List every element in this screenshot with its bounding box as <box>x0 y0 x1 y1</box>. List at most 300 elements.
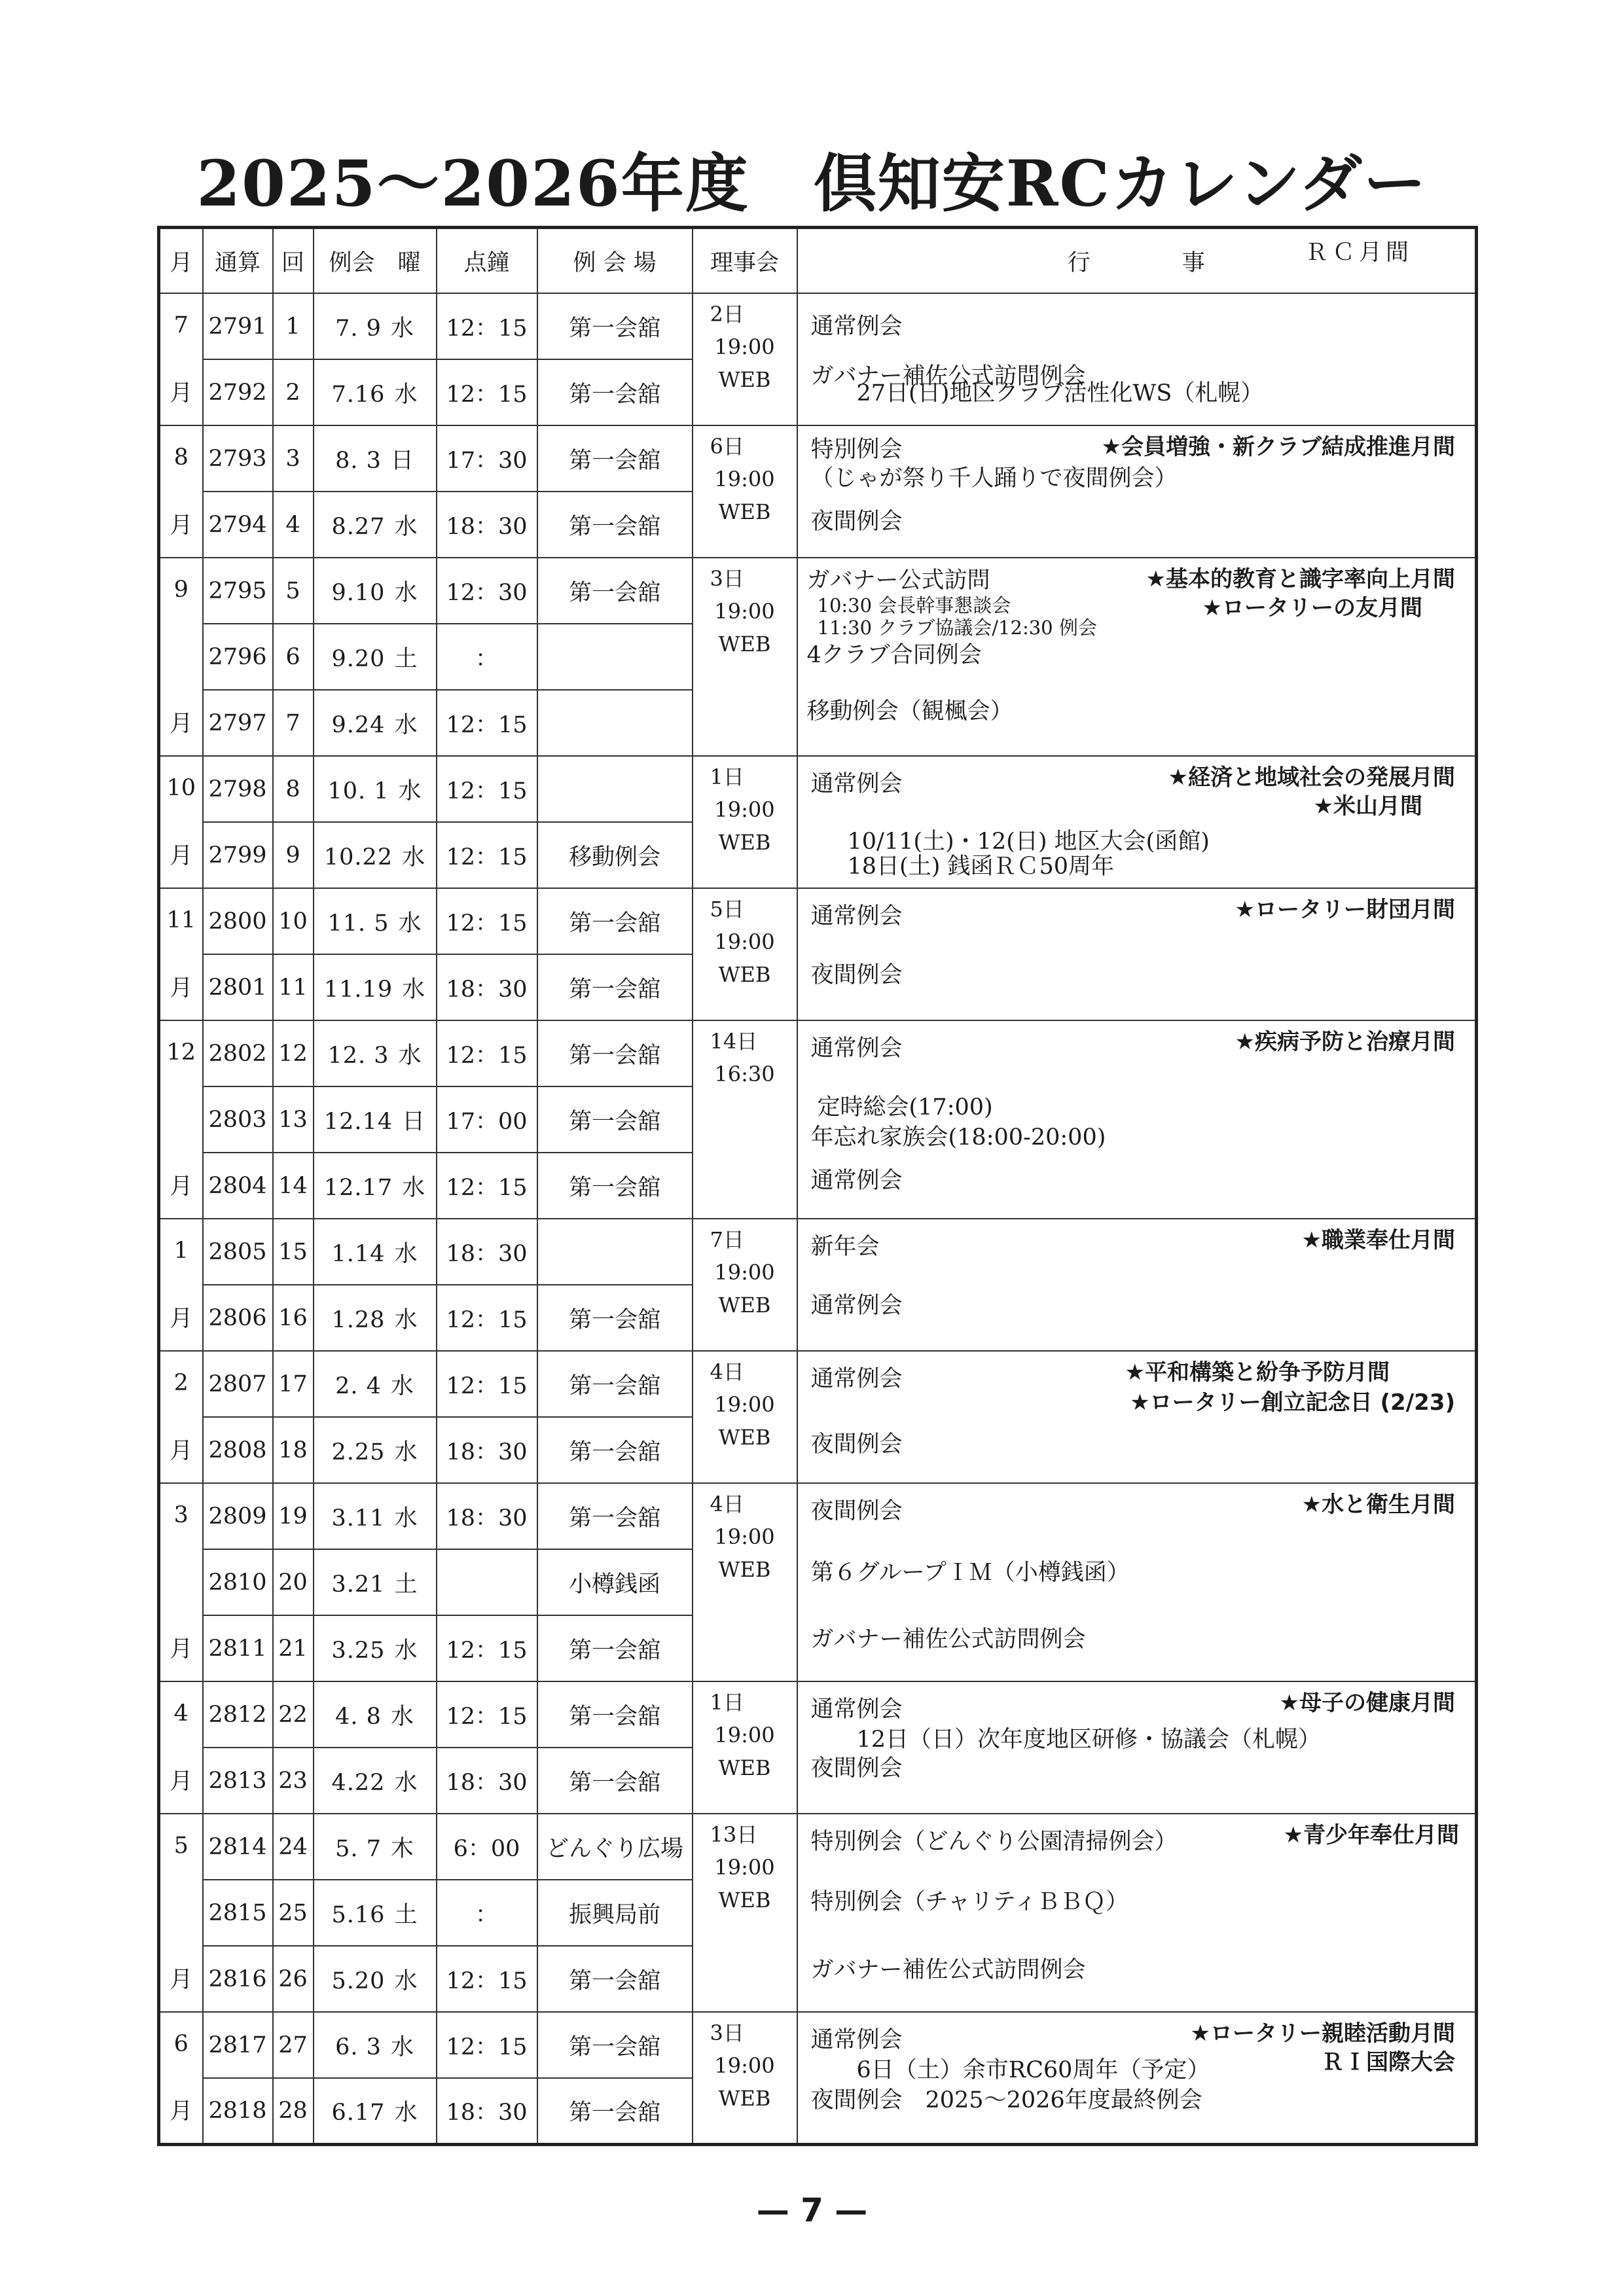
meeting-count: 8 <box>273 756 314 822</box>
meeting-weekday: 水 <box>402 1174 426 1201</box>
month-suffix: 月 <box>170 1438 193 1465</box>
event-line: 特別例会（どんぐり公園清掃例会） <box>810 1829 1178 1856</box>
meeting-weekday: 水 <box>398 1042 422 1069</box>
meeting-date-value: 5.20 <box>331 1967 386 1994</box>
month-suffix: 月 <box>170 1636 193 1663</box>
month-number: 11 <box>166 907 196 934</box>
board-meeting-line: 5日 <box>710 897 744 922</box>
meeting-count: 20 <box>273 1549 314 1615</box>
meeting-count: 13 <box>273 1086 314 1153</box>
meeting-number: 2807 <box>203 1351 273 1417</box>
meeting-date <box>314 1880 437 1946</box>
month-number: 5 <box>173 1833 189 1859</box>
board-meeting-line: WEB <box>718 1755 771 1781</box>
board-meeting-line: 19:00 <box>714 1723 775 1748</box>
board-meeting-line: 19:00 <box>714 1260 775 1285</box>
meeting-venue <box>537 690 693 756</box>
event-line: 11:30 クラブ協議会/12:30 例会 <box>817 617 1097 639</box>
board-meeting-cell <box>693 1020 797 1219</box>
meeting-count: 24 <box>273 1814 314 1880</box>
calendar-body <box>159 228 1477 2145</box>
month-suffix: 月 <box>170 1174 193 1200</box>
board-meeting-cell <box>693 558 797 756</box>
event-line: ガバナー補佐公式訪問例会 <box>810 1626 1086 1653</box>
bell-time: 12：30 <box>437 558 537 624</box>
meeting-weekday: 水 <box>394 1240 418 1267</box>
table-row <box>159 1020 1477 1086</box>
meeting-venue: 第一会舘 <box>537 1285 693 1351</box>
event-line: 通常例会 <box>810 1035 903 1062</box>
board-meeting-line: 19:00 <box>714 467 775 492</box>
meeting-date <box>314 1417 437 1483</box>
bell-time: 12：15 <box>437 1285 537 1351</box>
event-line: 通常例会 <box>810 1696 903 1723</box>
month-suffix: 月 <box>170 512 193 539</box>
events-cell <box>797 1219 1477 1351</box>
events-box <box>798 889 1475 1020</box>
meeting-count: 9 <box>273 822 314 888</box>
board-meeting-line: WEB <box>718 499 771 525</box>
meeting-number: 2809 <box>203 1483 273 1549</box>
events-box <box>798 1484 1475 1681</box>
meeting-venue: 第一会舘 <box>537 1086 693 1153</box>
table-row <box>159 1351 1477 1417</box>
meeting-date-value: 12. 3 <box>327 1042 389 1069</box>
bell-time: 18：30 <box>437 1219 537 1285</box>
month-cell <box>159 425 203 558</box>
meeting-weekday: 土 <box>394 1901 418 1928</box>
events-box <box>798 1352 1475 1482</box>
events-cell <box>797 1351 1477 1483</box>
bell-time: 12：15 <box>437 1020 537 1086</box>
board-meeting-line: WEB <box>718 1425 771 1450</box>
rc-theme-month: ★水と衛生月間 <box>1301 1492 1455 1518</box>
meeting-number: 2811 <box>203 1615 273 1681</box>
meeting-number: 2798 <box>203 756 273 822</box>
event-line: 特別例会 <box>810 437 903 463</box>
meeting-number: 2805 <box>203 1219 273 1285</box>
month-suffix: 月 <box>170 711 193 738</box>
events-box <box>798 2013 1475 2143</box>
bell-time: ： <box>437 1880 537 1946</box>
events-cell <box>797 558 1477 756</box>
meeting-weekday: 水 <box>390 1372 414 1399</box>
meeting-number: 2812 <box>203 1681 273 1748</box>
meeting-count: 21 <box>273 1615 314 1681</box>
bell-time: 18：30 <box>437 1417 537 1483</box>
bell-time: 12：15 <box>437 1351 537 1417</box>
event-line: 10:30 会長幹事懇談会 <box>817 594 1011 617</box>
meeting-venue: 第一会舘 <box>537 492 693 558</box>
meeting-date-value: 7.16 <box>331 381 386 408</box>
meeting-number: 2801 <box>203 954 273 1020</box>
month-cell <box>159 293 203 425</box>
bell-time: 12：15 <box>437 1153 537 1219</box>
meeting-weekday: 水 <box>398 910 422 937</box>
meeting-venue: 第一会舘 <box>537 293 693 359</box>
meeting-date-value: 1.14 <box>331 1240 386 1267</box>
meeting-venue: 第一会舘 <box>537 954 693 1020</box>
meeting-number: 2804 <box>203 1153 273 1219</box>
meeting-weekday: 水 <box>394 579 418 606</box>
table-row <box>159 1219 1477 1285</box>
bell-time: ： <box>437 624 537 690</box>
header-events <box>797 228 1477 294</box>
event-line: 6日（土）余市RC60周年（予定） <box>856 2057 1210 2084</box>
meeting-date-value: 6. 3 <box>335 2034 382 2060</box>
meeting-number: 2816 <box>203 1946 273 2012</box>
events-box <box>798 1219 1475 1350</box>
meeting-weekday: 水 <box>394 1637 418 1664</box>
board-meeting-line: 19:00 <box>714 599 775 624</box>
meeting-number: 2797 <box>203 690 273 756</box>
meeting-venue: 第一会舘 <box>537 425 693 492</box>
event-line: 27日(日)地区クラブ活性化WS（札幌） <box>856 380 1264 406</box>
bell-time: 6：00 <box>437 1814 537 1880</box>
event-line: 移動例会（観楓会） <box>806 698 1013 725</box>
meeting-number: 2799 <box>203 822 273 888</box>
table-row <box>159 1681 1477 1748</box>
meeting-date-value: 9.20 <box>331 645 386 672</box>
event-line: 夜間例会 <box>810 1755 903 1782</box>
board-meeting-line: 19:00 <box>714 1392 775 1418</box>
board-meeting-line: 3日 <box>710 2020 744 2046</box>
meeting-count: 26 <box>273 1946 314 2012</box>
meeting-date-value: 5. 7 <box>335 1835 382 1862</box>
events-box <box>798 1682 1475 1813</box>
month-suffix: 月 <box>170 380 193 407</box>
event-line: 通常例会 <box>810 314 903 340</box>
meeting-date <box>314 1483 437 1549</box>
board-meeting-cell <box>693 756 797 888</box>
board-meeting-line: 19:00 <box>714 1524 775 1550</box>
board-meeting-line: WEB <box>718 830 771 855</box>
meeting-count: 4 <box>273 492 314 558</box>
meeting-venue: 第一会舘 <box>537 1748 693 1814</box>
meeting-date <box>314 293 437 359</box>
meeting-date <box>314 1285 437 1351</box>
meeting-date <box>314 1814 437 1880</box>
month-number: 1 <box>173 1238 189 1265</box>
table-row <box>159 425 1477 492</box>
meeting-date <box>314 1549 437 1615</box>
meeting-weekday: 水 <box>390 2034 414 2060</box>
meeting-count: 14 <box>273 1153 314 1219</box>
board-meeting-line: 4日 <box>710 1359 744 1385</box>
meeting-date-value: 6.17 <box>331 2100 386 2126</box>
bell-time <box>437 1549 537 1615</box>
meeting-date <box>314 359 437 425</box>
meeting-venue: 振興局前 <box>537 1880 693 1946</box>
meeting-venue: 第一会舘 <box>537 1615 693 1681</box>
board-meeting-line: 7日 <box>710 1227 744 1253</box>
board-meeting-line: 19:00 <box>714 1855 775 1880</box>
board-meeting-cell <box>693 1219 797 1351</box>
table-row <box>159 1483 1477 1549</box>
meeting-weekday: 水 <box>394 2100 418 2126</box>
board-meeting-cell <box>693 425 797 558</box>
meeting-weekday: 土 <box>394 645 418 672</box>
meeting-venue: 第一会舘 <box>537 359 693 425</box>
meeting-number: 2794 <box>203 492 273 558</box>
event-line: 通常例会 <box>810 771 903 798</box>
meeting-weekday: 水 <box>394 1306 418 1333</box>
meeting-number: 2808 <box>203 1417 273 1483</box>
rc-theme-month: ★米山月間 <box>1313 793 1422 820</box>
bell-time: 12：15 <box>437 2012 537 2078</box>
meeting-venue: 第一会舘 <box>537 1351 693 1417</box>
meeting-date-value: 11.19 <box>323 976 393 1003</box>
meeting-venue: 第一会舘 <box>537 1483 693 1549</box>
bell-time: 12：15 <box>437 1681 537 1748</box>
meeting-number: 2806 <box>203 1285 273 1351</box>
events-box <box>798 1814 1475 2011</box>
event-line: 夜間例会 2025～2026年度最終例会 <box>810 2087 1202 2114</box>
meeting-count: 6 <box>273 624 314 690</box>
event-line: 通常例会 <box>810 1293 903 1319</box>
header-month: 月 <box>159 228 203 294</box>
meeting-venue: 第一会舘 <box>537 888 693 954</box>
meeting-date <box>314 1681 437 1748</box>
month-cell <box>159 1219 203 1351</box>
rc-theme-month: ★青少年奉仕月間 <box>1283 1822 1459 1849</box>
event-line: （じゃが祭り千人踊りで夜間例会） <box>810 465 1178 492</box>
event-line: 通常例会 <box>810 1366 903 1393</box>
meeting-count: 16 <box>273 1285 314 1351</box>
page-title: 2025～2026年度 倶知安RCカレンダー <box>196 147 1428 221</box>
events-box <box>798 1021 1475 1218</box>
meeting-date-value: 4. 8 <box>335 1703 382 1730</box>
meeting-date <box>314 1946 437 2012</box>
meeting-number: 2791 <box>203 293 273 359</box>
meeting-date-value: 9.10 <box>331 579 386 606</box>
table-row <box>159 558 1477 624</box>
board-meeting-line: 4日 <box>710 1492 744 1517</box>
meeting-venue: 第一会舘 <box>537 1417 693 1483</box>
meeting-count: 19 <box>273 1483 314 1549</box>
month-cell <box>159 756 203 888</box>
month-suffix: 月 <box>170 1967 193 1994</box>
meeting-count: 2 <box>273 359 314 425</box>
meeting-number: 2810 <box>203 1549 273 1615</box>
month-number: 7 <box>173 312 189 338</box>
event-line: 夜間例会 <box>810 962 903 989</box>
event-line: 夜間例会 <box>810 1498 903 1525</box>
meeting-date-value: 10. 1 <box>327 778 389 804</box>
meeting-date <box>314 2012 437 2078</box>
bell-time: 18：30 <box>437 1483 537 1549</box>
meeting-date <box>314 558 437 624</box>
meeting-weekday: 水 <box>394 711 418 738</box>
events-box <box>798 426 1475 557</box>
events-cell <box>797 425 1477 558</box>
meeting-count: 22 <box>273 1681 314 1748</box>
board-meeting-line: 3日 <box>710 566 744 592</box>
bell-time: 12：15 <box>437 1946 537 2012</box>
events-cell <box>797 293 1477 425</box>
rc-theme-month: ★ロータリー財団月間 <box>1235 897 1455 924</box>
meeting-date-value: 12.14 <box>323 1108 393 1135</box>
meeting-weekday: 水 <box>398 778 422 804</box>
meeting-venue: 移動例会 <box>537 822 693 888</box>
meeting-date <box>314 756 437 822</box>
rc-theme-month: ★職業奉仕月間 <box>1301 1227 1455 1254</box>
meeting-number: 2802 <box>203 1020 273 1086</box>
board-meeting-line: 2日 <box>710 302 744 327</box>
event-line: 夜間例会 <box>810 1431 903 1458</box>
bell-time: 12：15 <box>437 1615 537 1681</box>
meeting-count: 12 <box>273 1020 314 1086</box>
event-line: 新年会 <box>810 1234 880 1261</box>
meeting-date <box>314 492 437 558</box>
meeting-date-value: 8. 3 <box>335 447 382 474</box>
meeting-date <box>314 1020 437 1086</box>
events-cell <box>797 756 1477 888</box>
meeting-number: 2815 <box>203 1880 273 1946</box>
meeting-venue: 第一会舘 <box>537 1153 693 1219</box>
meeting-weekday: 水 <box>390 1703 414 1730</box>
event-line: 特別例会（チャリティＢＢＱ） <box>810 1889 1128 1916</box>
meeting-date <box>314 822 437 888</box>
meeting-date <box>314 1086 437 1153</box>
meeting-venue: 第一会舘 <box>537 1020 693 1086</box>
event-line: ガバナー補佐公式訪問例会 <box>810 363 1086 389</box>
header-row <box>159 228 1477 294</box>
meeting-count: 5 <box>273 558 314 624</box>
meeting-date-value: 10.22 <box>323 844 393 870</box>
event-line: 夜間例会 <box>810 509 903 535</box>
meeting-count: 23 <box>273 1748 314 1814</box>
meeting-count: 1 <box>273 293 314 359</box>
month-cell <box>159 888 203 1020</box>
bell-time: 12：15 <box>437 359 537 425</box>
header-tensho: 点鐘 <box>437 228 537 294</box>
bell-time: 18：30 <box>437 2078 537 2144</box>
meeting-number: 2796 <box>203 624 273 690</box>
board-meeting-line: WEB <box>718 2086 771 2111</box>
meeting-date-value: 3.25 <box>331 1637 386 1664</box>
board-meeting-line: WEB <box>718 632 771 657</box>
rc-theme-month: ＲＩ国際大会 <box>1322 2049 1455 2076</box>
board-meeting-line: WEB <box>718 1888 771 1913</box>
rc-theme-month: ★母子の健康月間 <box>1279 1690 1455 1717</box>
board-meeting-cell <box>693 293 797 425</box>
month-number: 3 <box>173 1502 189 1529</box>
events-box <box>798 294 1475 425</box>
meeting-venue: 第一会舘 <box>537 2012 693 2078</box>
meeting-date <box>314 954 437 1020</box>
board-meeting-line: 1日 <box>710 1690 744 1715</box>
month-cell <box>159 2012 203 2144</box>
meeting-number: 2792 <box>203 359 273 425</box>
meeting-date-value: 2.25 <box>331 1439 386 1465</box>
bell-time: 12：15 <box>437 293 537 359</box>
board-meeting-cell <box>693 1483 797 1681</box>
board-meeting-line: 6日 <box>710 434 744 459</box>
rc-theme-month: ★ロータリーの友月間 <box>1202 595 1422 622</box>
month-number: 2 <box>173 1370 189 1397</box>
meeting-number: 2800 <box>203 888 273 954</box>
meeting-weekday: 水 <box>394 1967 418 1994</box>
rc-theme-month: ★経済と地域社会の発展月間 <box>1168 764 1455 791</box>
meeting-count: 18 <box>273 1417 314 1483</box>
month-suffix: 月 <box>170 2098 193 2125</box>
bell-time: 12：15 <box>437 888 537 954</box>
rc-theme-month: ★平和構築と紛争予防月間 <box>1125 1359 1390 1386</box>
board-meeting-cell <box>693 1814 797 2012</box>
event-line: ガバナー公式訪問 <box>806 567 990 594</box>
meeting-date <box>314 425 437 492</box>
meeting-venue <box>537 1219 693 1285</box>
bell-time: 18：30 <box>437 954 537 1020</box>
meeting-count: 15 <box>273 1219 314 1285</box>
rc-theme-month: ★ロータリー創立記念日 (2/23) <box>1130 1390 1455 1416</box>
header-board: 理事会 <box>693 228 797 294</box>
month-number: 10 <box>166 775 196 802</box>
meeting-weekday: 水 <box>394 1505 418 1532</box>
meeting-date-value: 3.21 <box>331 1571 386 1598</box>
board-meeting-line: WEB <box>718 1557 771 1583</box>
month-suffix: 月 <box>170 975 193 1002</box>
meeting-date <box>314 888 437 954</box>
month-suffix: 月 <box>170 843 193 870</box>
events-box <box>798 757 1475 888</box>
bell-time: 18：30 <box>437 1748 537 1814</box>
meeting-number: 2803 <box>203 1086 273 1153</box>
rc-theme-month: ★基本的教育と識字率向上月間 <box>1146 566 1455 593</box>
board-meeting-cell <box>693 888 797 1020</box>
board-meeting-line: 19:00 <box>714 797 775 823</box>
board-meeting-line: 19:00 <box>714 334 775 359</box>
meeting-date <box>314 1351 437 1417</box>
event-line: 10/11(土)・12(日) 地区大会(函館) <box>847 829 1210 855</box>
board-meeting-line: WEB <box>718 1293 771 1318</box>
board-meeting-line: 19:00 <box>714 929 775 955</box>
table-row <box>159 888 1477 954</box>
bell-time: 18：30 <box>437 492 537 558</box>
bell-time: 17：00 <box>437 1086 537 1153</box>
month-cell <box>159 1483 203 1681</box>
event-line: 定時総会(17:00) <box>817 1094 993 1121</box>
month-cell <box>159 1351 203 1483</box>
month-number: 4 <box>173 1700 189 1727</box>
board-meeting-line: 13日 <box>710 1822 758 1848</box>
meeting-date <box>314 1748 437 1814</box>
meeting-venue: 第一会舘 <box>537 1681 693 1748</box>
table-row <box>159 2012 1477 2078</box>
table-row <box>159 1814 1477 1880</box>
meeting-venue: 小樽銭函 <box>537 1549 693 1615</box>
meeting-count: 3 <box>273 425 314 492</box>
meeting-count: 27 <box>273 2012 314 2078</box>
events-cell <box>797 1681 1477 1814</box>
meeting-date-value: 2. 4 <box>335 1372 382 1399</box>
meeting-venue: 第一会舘 <box>537 1946 693 2012</box>
meeting-venue <box>537 624 693 690</box>
meeting-weekday: 日 <box>390 447 414 474</box>
board-meeting-line: WEB <box>718 962 771 988</box>
board-meeting-cell <box>693 1351 797 1483</box>
bell-time: 17：30 <box>437 425 537 492</box>
meeting-venue <box>537 756 693 822</box>
event-line: 通常例会 <box>810 2027 903 2054</box>
table-row <box>159 756 1477 822</box>
events-box <box>798 558 1475 755</box>
page-number: — 7 — <box>756 2191 868 2229</box>
meeting-date <box>314 1615 437 1681</box>
meeting-weekday: 水 <box>394 381 418 408</box>
meeting-count: 7 <box>273 690 314 756</box>
